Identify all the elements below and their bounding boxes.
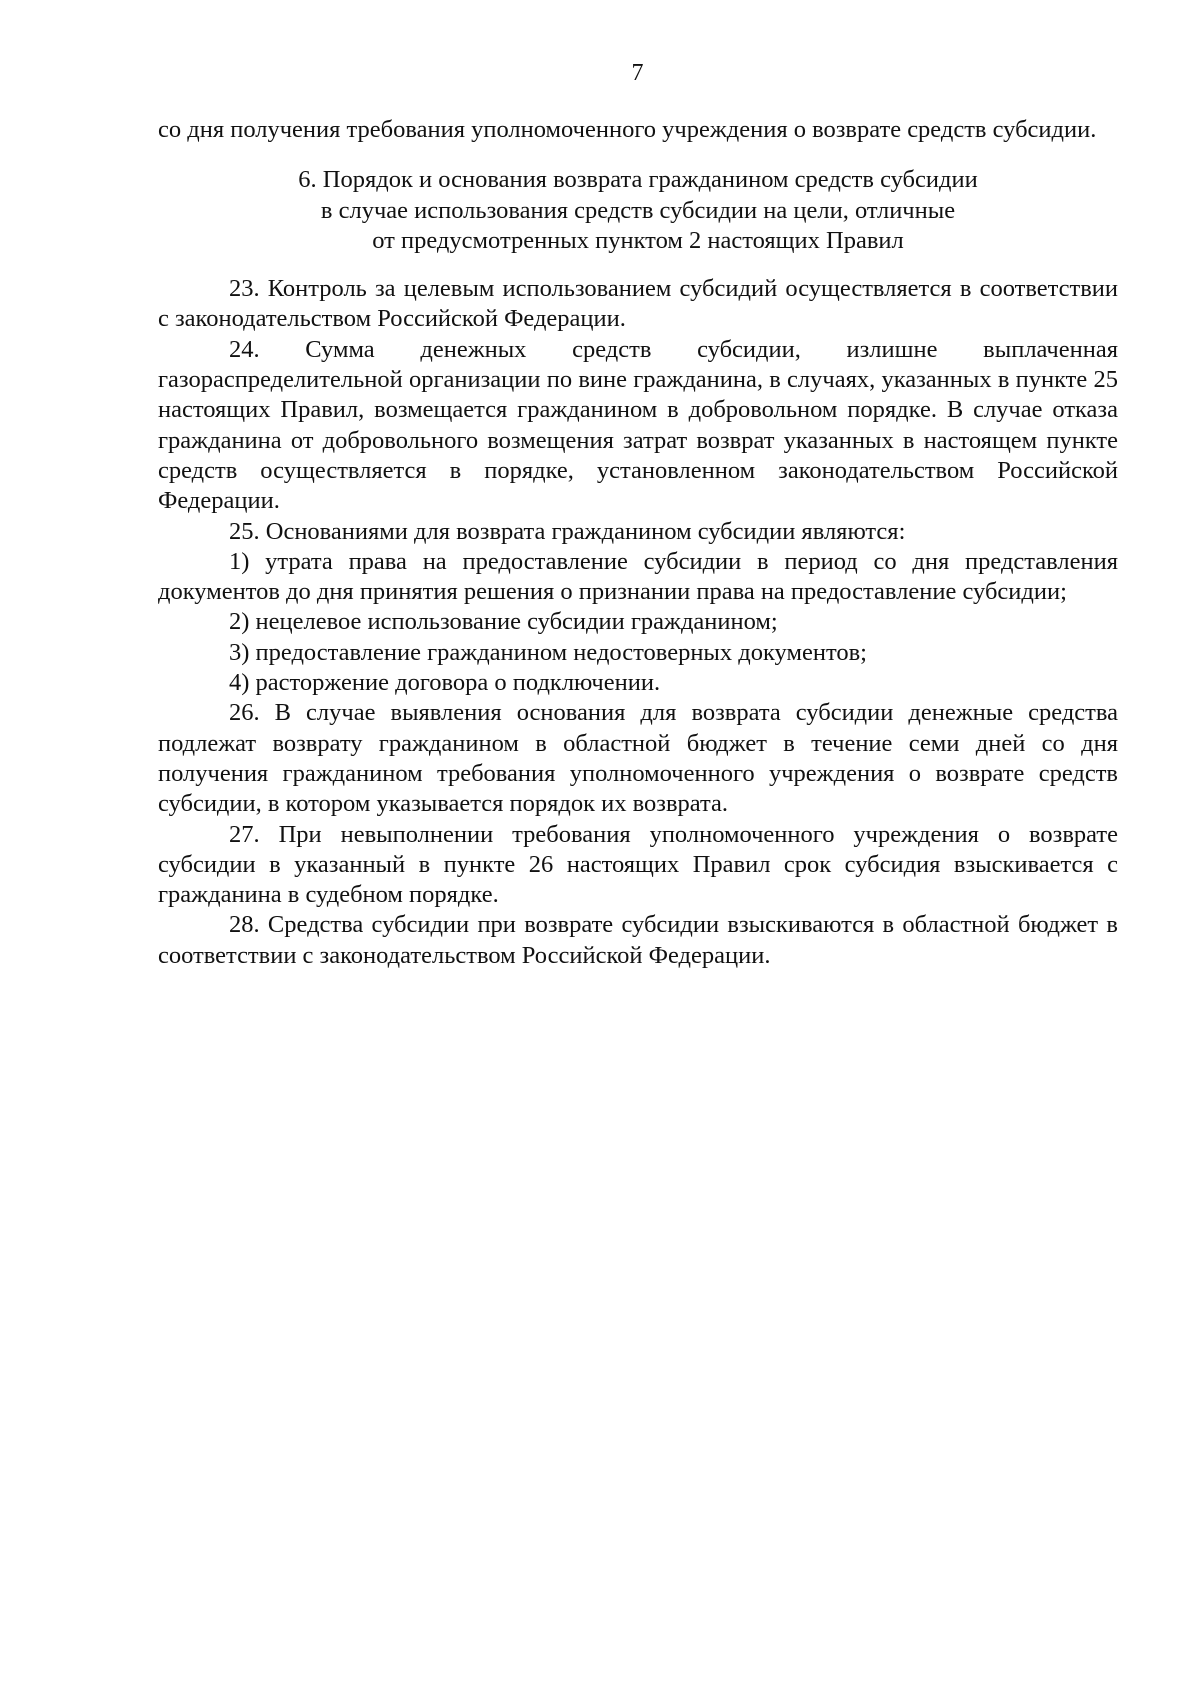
section-heading-line: от предусмотренных пунктом 2 настоящих Правил xyxy=(372,226,904,254)
paragraph-28: 28. Средства субсидии при возврате субсидии взыскиваются в областной бюджет в соответствии с законодательством Российской Федерации. xyxy=(158,911,1118,969)
list-item-3: 3) предоставление гражданином недостоверных документов; xyxy=(229,638,867,666)
paragraph-25: 25. Основаниями для возврата гражданином субсидии являются: xyxy=(229,517,906,545)
list-item-2: 2) нецелевое использование субсидии гражданином; xyxy=(229,608,778,636)
list-item-1: 1) утрата права на предоставление субсидии в период со дня представления документов до дня принятия решения о признании права на предоставление субсидии; xyxy=(158,547,1118,606)
section-heading-line: в случае использования средств субсидии на цели, отличные xyxy=(320,196,956,224)
list-item-4: 4) расторжение договора о подключении. xyxy=(229,669,661,697)
paragraph-26: 26. В случае выявления основания для возврата субсидии денежные средства подлежат возврату гражданином в областной бюджет в течение семи дней со дня получения гражданином требования уполномоченного учреждения о возврате средств субсидии, в котором указывается порядок их возврата. xyxy=(158,699,1118,818)
section-heading xyxy=(158,165,1118,256)
intro-paragraph: со дня получения требования уполномоченного учреждения о возврате средств субсидии. xyxy=(158,116,1097,143)
section-heading-line: 6. Порядок и основания возврата гражданином средств субсидии xyxy=(298,166,978,194)
paragraph-23: 23. Контроль за целевым использованием субсидий осуществляется в соответствии с законодательством Российской Федерации. xyxy=(158,275,1118,333)
paragraph-24: 24. Сумма денежных средств субсидии, излишне выплаченная газораспределительной организации по вине гражданина, в случаях, указанных в пункте 25 настоящих Правил, возмещается гражданином в добровольном порядке. В случае отказа гражданина от добровольного возмещения затрат возврат указанных в настоящем пункте средств осуществляется в порядке, установленном законодательством Российской Федерации. xyxy=(158,335,1118,515)
page-number: 7 xyxy=(631,60,644,86)
paragraph-27: 27. При невыполнении требования уполномоченного учреждения о возврате субсидии в указанный в пункте 26 настоящих Правил срок субсидия взыскивается с гражданина в судебном порядке. xyxy=(158,820,1118,909)
document-body xyxy=(158,115,1118,971)
